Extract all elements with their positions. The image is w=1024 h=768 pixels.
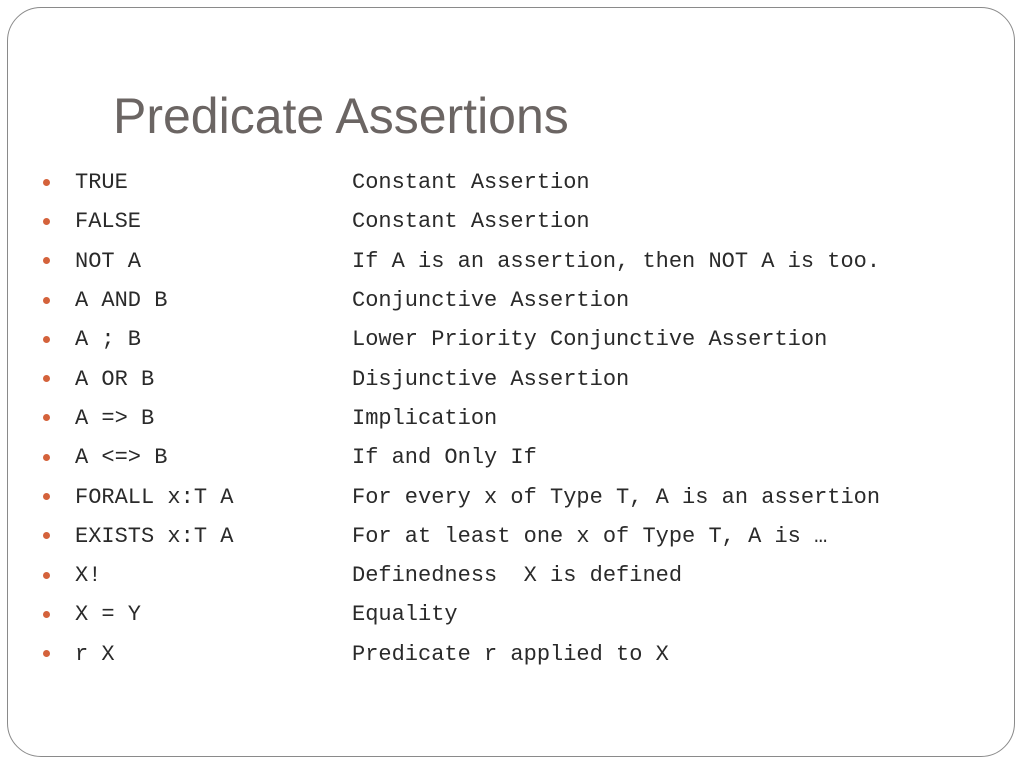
- assertion-term: A AND B: [75, 288, 168, 314]
- assertion-term: A <=> B: [75, 445, 168, 471]
- assertion-term: NOT A: [75, 248, 142, 274]
- assertion-term: X = Y: [75, 602, 142, 628]
- assertion-term: A => B: [75, 405, 155, 431]
- bullet-icon: [43, 218, 50, 225]
- assertion-term: A ; B: [75, 327, 142, 353]
- assertion-description: Constant Assertion: [352, 209, 590, 235]
- assertion-description: Equality: [352, 602, 458, 628]
- assertion-description: If and Only If: [352, 445, 537, 471]
- bullet-icon: [43, 454, 50, 461]
- assertion-term: EXISTS x:T A: [75, 523, 234, 549]
- assertion-description: If A is an assertion, then NOT A is too.: [352, 248, 881, 274]
- assertion-description: Implication: [352, 405, 498, 431]
- assertion-term: FORALL x:T A: [75, 484, 234, 510]
- bullet-icon: [43, 493, 50, 500]
- bullet-icon: [43, 179, 50, 186]
- bullet-icon: [43, 297, 50, 304]
- bullet-icon: [43, 572, 50, 579]
- assertion-description: Conjunctive Assertion: [352, 288, 630, 314]
- bullet-icon: [43, 611, 50, 618]
- assertion-description: For at least one x of Type T, A is …: [352, 523, 828, 549]
- assertion-term: FALSE: [75, 209, 142, 235]
- bullet-icon: [43, 336, 50, 343]
- slide-title: Predicate Assertions: [113, 88, 569, 144]
- assertion-description: Constant Assertion: [352, 170, 590, 196]
- assertion-description: Lower Priority Conjunctive Assertion: [352, 327, 828, 353]
- assertion-description: Predicate r applied to X: [352, 641, 669, 667]
- assertion-description: For every x of Type T, A is an assertion: [352, 484, 881, 510]
- assertion-term: r X: [75, 641, 115, 667]
- assertion-term: A OR B: [75, 366, 155, 392]
- assertion-term: TRUE: [75, 170, 128, 196]
- assertion-description: Definedness X is defined: [352, 563, 683, 589]
- assertion-term: X!: [75, 563, 102, 589]
- assertion-description: Disjunctive Assertion: [352, 366, 630, 392]
